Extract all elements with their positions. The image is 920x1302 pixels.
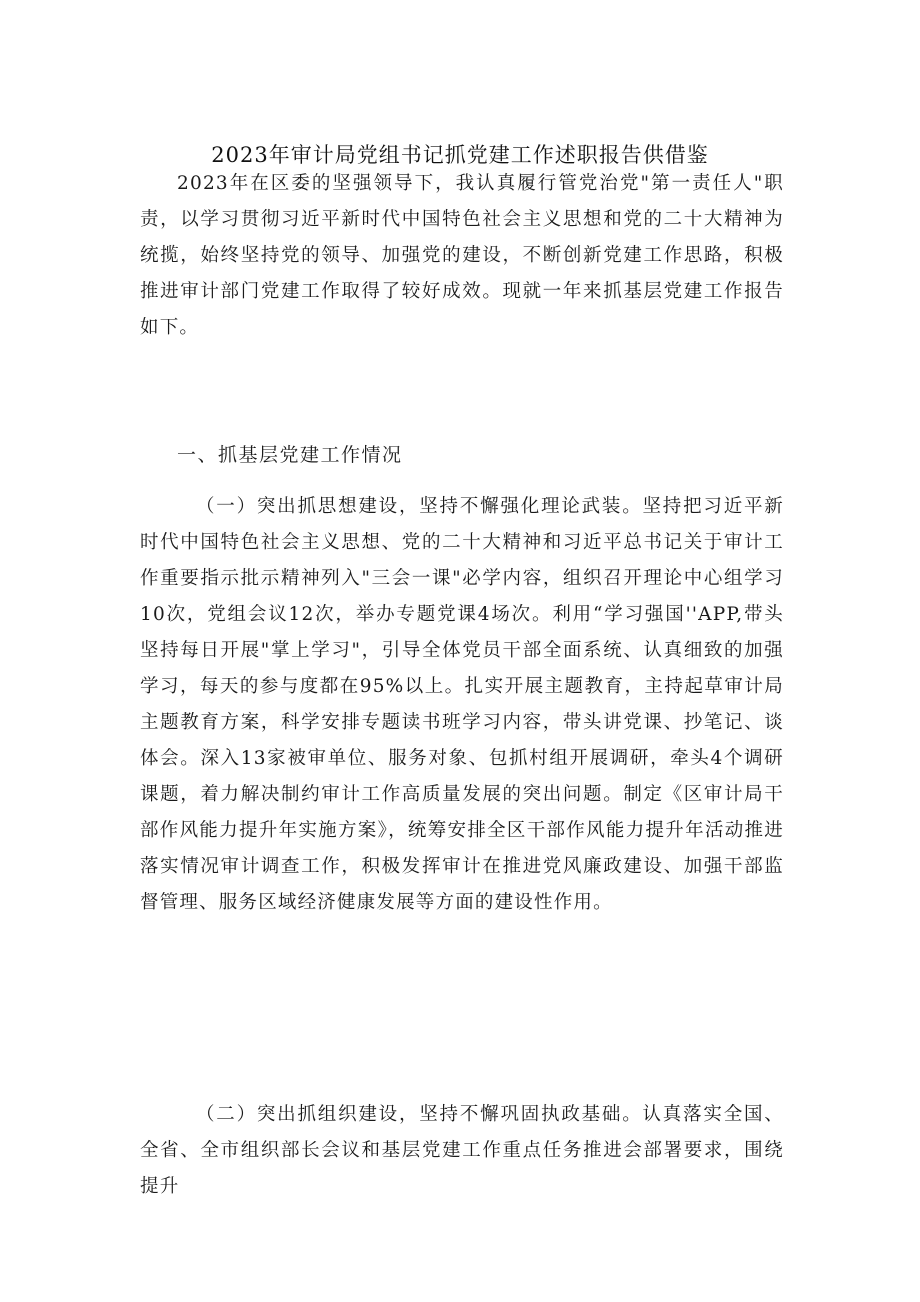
section-1-paragraph-2: （二）突出抓组织建设，坚持不懈巩固执政基础。认真落实全国、全省、全市组织部长会议和基层党建工作重点任务推进会部署要求，围绕提升: [140, 1104, 784, 1197]
document-title: 2023年审计局党组书记抓党建工作述职报告供借鉴: [211, 143, 709, 167]
section-1-paragraph-1: （一）突出抓思想建设，坚持不懈强化理论武装。坚持把习近平新时代中国特色社会主义思想、党的二十大精神和习近平总书记关于审计工作重要指示批示精神列入"三会一课"必学内容，组织召开理论中心组学习10次，党组会议12次，举办专题党课4场次。利用“学习强国''APP,带头坚持每日开展"掌上学习"，引导全体党员干部全面系统、认真细致的加强学习，每天的参与度都在95%以上。扎实开展主题教育，主持起草审计局主题教育方案，科学安排专题读书班学习内容，带头讲党课、抄笔记、谈体会。深入13家被审单位、服务对象、包抓村组开展调研，牵头4个调研课题，着力解决制约审计工作高质量发展的突出问题。制定《区审计局干部作风能力提升年实施方案》，统筹安排全区干部作风能力提升年活动推进落实情况审计调查工作，积极发挥审计在推进党风廉政建设、加强干部监督管理、服务区域经济健康发展等方面的建设性作用。: [140, 496, 784, 913]
section-heading-1: 一、抓基层党建工作情况: [177, 444, 403, 466]
intro-paragraph: 2023年在区委的坚强领导下，我认真履行管党治党"第一责任人"职责，以学习贯彻习近平新时代中国特色社会主义思想和党的二十大精神为统揽，始终坚持党的领导、加强党的建设，不断创新党建工作思路，积极推进审计部门党建工作取得了较好成效。现就一年来抓基层党建工作报告如下。: [140, 173, 784, 338]
